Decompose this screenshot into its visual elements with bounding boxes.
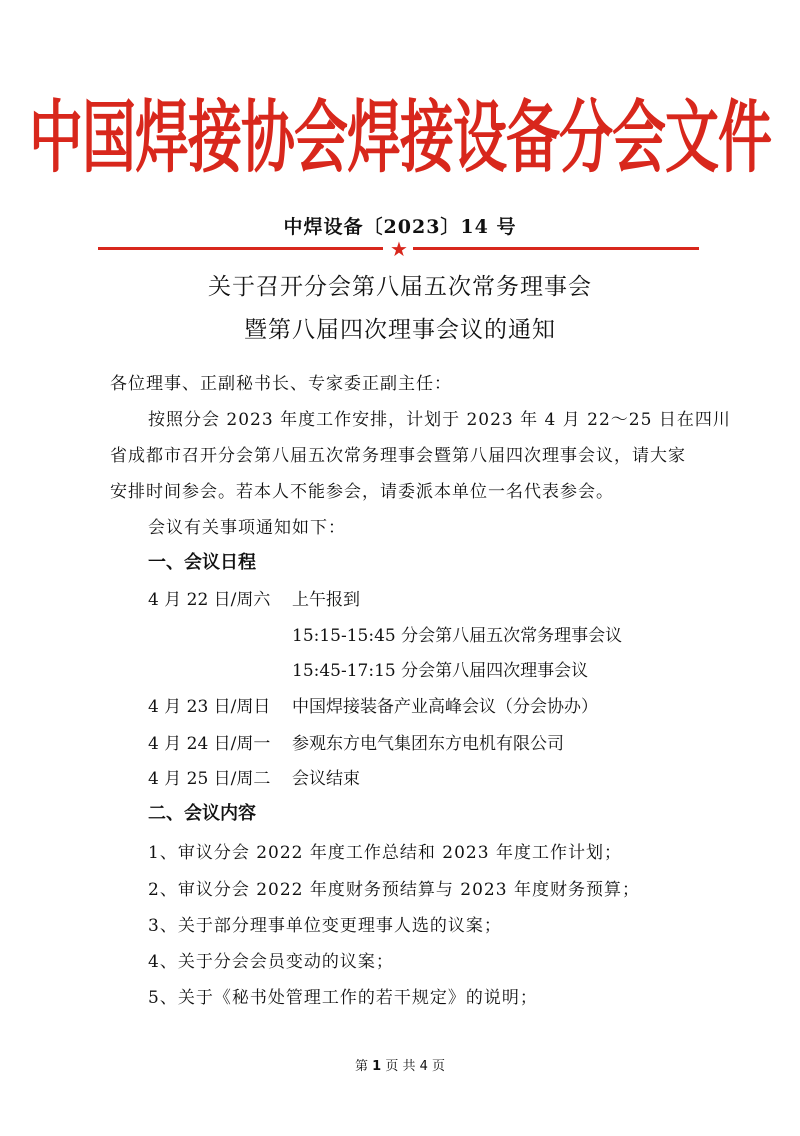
notice-title-line-1: 关于召开分会第八届五次常务理事会 bbox=[208, 274, 592, 300]
schedule-date: 4 月 24 日/周一 bbox=[148, 734, 271, 754]
red-rule-left bbox=[98, 247, 383, 250]
notice-intro: 会议有关事项通知如下： bbox=[148, 518, 346, 538]
page-footer bbox=[0, 1055, 800, 1074]
footer-prefix: 第 bbox=[354, 1059, 368, 1074]
schedule-event: 会议结束 bbox=[292, 769, 360, 789]
red-rule-right bbox=[413, 247, 699, 250]
content-item: 1、审议分会 2022 年度工作总结和 2023 年度工作计划； bbox=[148, 843, 622, 863]
footer-suffix: 页 bbox=[432, 1059, 446, 1074]
salutation: 各位理事、正副秘书长、专家委正副主任： bbox=[110, 374, 452, 394]
star-icon: ★ bbox=[390, 237, 408, 261]
content-heading: 二、会议内容 bbox=[148, 803, 256, 824]
content-item: 2、审议分会 2022 年度财务预结算与 2023 年度财务预算； bbox=[148, 880, 640, 900]
schedule-date: 4 月 22 日/周六 bbox=[148, 590, 271, 610]
content-item: 5、关于《秘书处管理工作的若干规定》的说明； bbox=[148, 988, 538, 1008]
intro-paragraph-line-1: 按照分会 2023 年度工作安排，计划于 2023 年 4 月 22～25 日在四川 bbox=[148, 410, 731, 430]
footer-total-pages: 4 bbox=[419, 1059, 428, 1074]
intro-paragraph-line-3: 安排时间参会。若本人不能参会，请委派本单位一名代表参会。 bbox=[110, 482, 614, 502]
footer-middle: 页 共 bbox=[385, 1059, 416, 1074]
content-item: 4、关于分会会员变动的议案； bbox=[148, 952, 394, 972]
document-number: 中焊设备〔2023〕14 号 bbox=[283, 216, 517, 238]
schedule-event: 上午报到 bbox=[292, 590, 360, 610]
schedule-date: 4 月 23 日/周日 bbox=[148, 697, 271, 717]
content-item: 3、关于部分理事单位变更理事人选的议案； bbox=[148, 916, 502, 936]
schedule-event: 中国焊接装备产业高峰会议（分会协办） bbox=[292, 697, 598, 717]
schedule-event: 参观东方电气集团东方电机有限公司 bbox=[292, 734, 564, 754]
document-masthead: 中国焊接协会焊接设备分会文件 bbox=[29, 92, 771, 184]
schedule-heading: 一、会议日程 bbox=[148, 552, 256, 573]
schedule-date: 4 月 25 日/周二 bbox=[148, 769, 271, 789]
footer-page-number: 1 bbox=[372, 1059, 382, 1074]
notice-title-line-2: 暨第八届四次理事会议的通知 bbox=[244, 317, 556, 343]
intro-paragraph-line-2: 省成都市召开分会第八届五次常务理事会暨第八届四次理事会议，请大家 bbox=[110, 446, 686, 466]
schedule-event: 15:45-17:15 分会第八届四次理事会议 bbox=[292, 661, 589, 681]
schedule-event: 15:15-15:45 分会第八届五次常务理事会议 bbox=[292, 626, 623, 646]
